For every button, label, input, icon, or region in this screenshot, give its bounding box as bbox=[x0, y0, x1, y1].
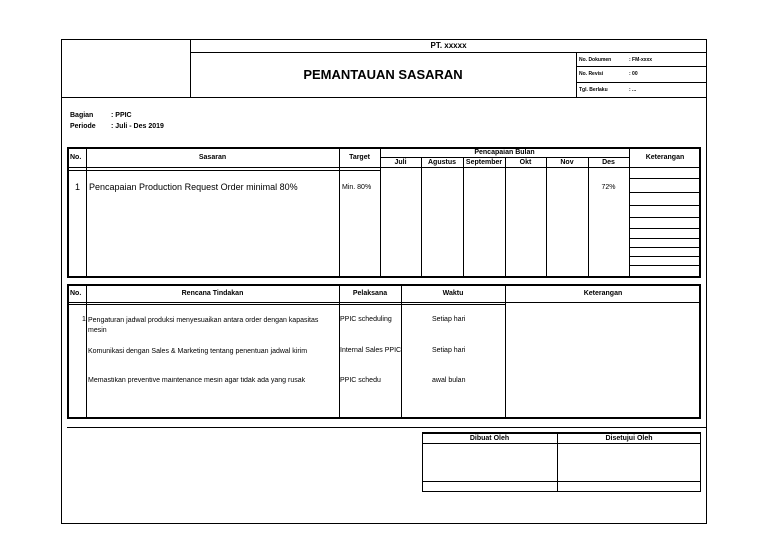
rencana-col-pelaksana: Pelaksana bbox=[352, 290, 388, 297]
rencana-row-tindakan: Pengaturan jadwal produksi menyesuaikan antara order dengan kapasitas mesin bbox=[88, 317, 319, 334]
rencana-row-pelaksana: PPIC scheduling bbox=[340, 316, 392, 323]
rencana-col-waktu: Waktu bbox=[442, 290, 464, 297]
periode-label: Periode bbox=[70, 123, 96, 130]
pencapaian-bulan-header: Pencapaian Bulan bbox=[474, 149, 535, 156]
rencana-row-waktu: Setiap hari bbox=[432, 316, 466, 323]
rencana-row-pelaksana: PPIC schedu bbox=[340, 377, 381, 384]
bagian-value: : PPIC bbox=[111, 112, 132, 119]
month-nov: Nov bbox=[560, 159, 574, 166]
sasaran-col-no: No. bbox=[70, 154, 82, 161]
sasaran-col-target: Target bbox=[349, 154, 370, 161]
doc-number-value: : FM-xxxx bbox=[629, 57, 653, 63]
sasaran-row-no: 1 bbox=[75, 182, 81, 192]
bagian-label: Bagian bbox=[70, 112, 94, 119]
month-september: September bbox=[465, 159, 503, 166]
revision-value: : 00 bbox=[629, 71, 638, 77]
rencana-row-tindakan: Memastikan preventive maintenance mesin agar tidak ada yang rusak bbox=[88, 377, 306, 384]
rencana-row-tindakan: Komunikasi dengan Sales & Marketing tentang penentuan jadwal kirim bbox=[88, 348, 308, 355]
made-by-label: Dibuat Oleh bbox=[469, 435, 510, 442]
document-title: PEMANTAUAN SASARAN bbox=[303, 67, 463, 82]
rencana-col-no: No. bbox=[70, 290, 82, 297]
month-okt: Okt bbox=[519, 159, 532, 166]
sasaran-col-sasaran: Sasaran bbox=[198, 154, 227, 161]
approved-by-label: Disetujui Oleh bbox=[605, 435, 653, 442]
rencana-col-keterangan: Keterangan bbox=[583, 290, 623, 297]
rencana-row-pelaksana: Internal Sales PPIC bbox=[340, 347, 402, 354]
rencana-row-waktu: Setiap hari bbox=[432, 347, 466, 354]
rencana-row-waktu: awal bulan bbox=[432, 377, 466, 384]
month-des: Des bbox=[602, 159, 615, 166]
month-juli: Juli bbox=[394, 159, 407, 166]
periode-value: : Juli - Des 2019 bbox=[111, 123, 164, 130]
rencana-col-tindakan: Rencana Tindakan bbox=[181, 290, 244, 297]
doc-number-label: No. Dokumen bbox=[579, 57, 612, 63]
month-agustus: Agustus bbox=[428, 159, 456, 166]
sasaran-row-text: Pencapaian Production Request Order minimal 80% bbox=[89, 182, 298, 192]
revision-label: No. Revisi bbox=[579, 71, 604, 77]
effective-date-label: Tgl. Berlaku bbox=[579, 87, 608, 93]
rencana-row-no: 1 bbox=[82, 316, 86, 323]
sasaran-row-target: Min. 80% bbox=[342, 184, 372, 191]
sasaran-col-keterangan: Keterangan bbox=[645, 154, 685, 161]
effective-date-value: : ... bbox=[629, 87, 637, 93]
company-name: PT. xxxxx bbox=[430, 41, 467, 50]
sasaran-row-des: 72% bbox=[601, 184, 616, 191]
